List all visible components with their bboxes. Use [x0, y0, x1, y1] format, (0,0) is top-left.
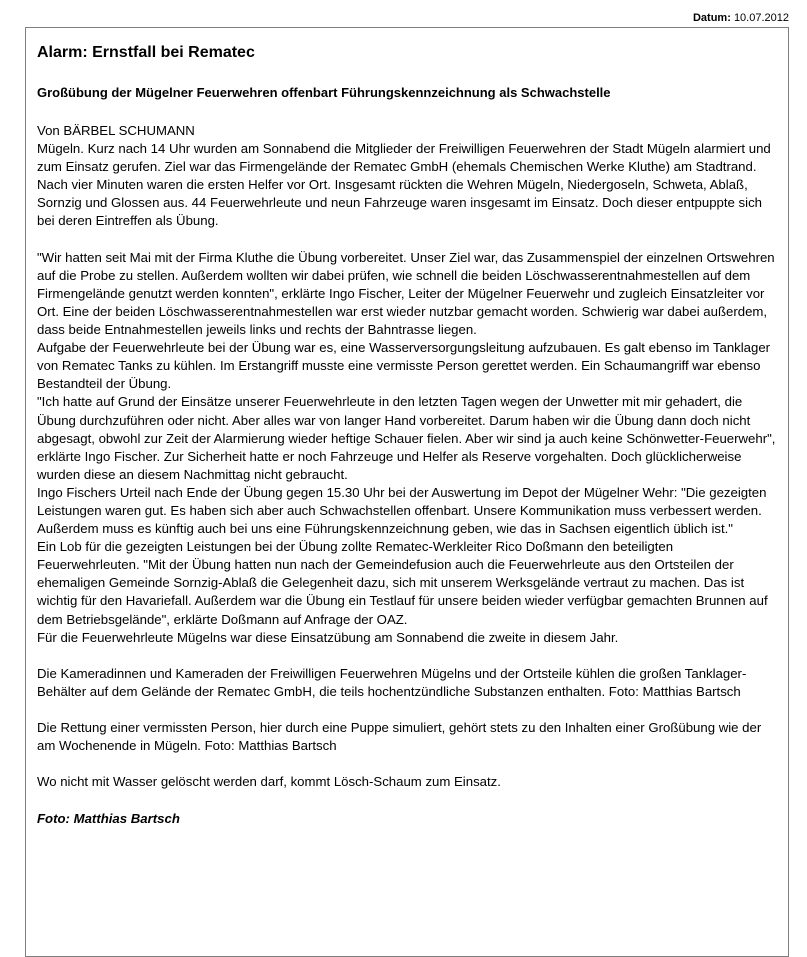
photo-caption-3: Wo nicht mit Wasser gelöscht werden darf, kommt Lösch-Schaum zum Einsatz.: [37, 774, 501, 790]
photo-credit: Foto: Matthias Bartsch: [37, 810, 180, 826]
paragraph-1: Mügeln. Kurz nach 14 Uhr wurden am Sonnabend die Mitglieder der Freiwilligen Feuerwehren der Stadt Mügeln alarmiert und zum Einsatz gerufen. Ziel war das Firmengelände der Rematec GmbH (ehemals Chemischen Werke Kluthe) am Stadtrand. Nach vier Minuten waren die ersten Helfer vor Ort. Insgesamt rückten die Wehren Mügeln, Niedergoseln, Schweta, Ablaß, Sornzig und Glossen aus. 44 Feuerwehrleute und neun Fahrzeuge waren insgesamt im Einsatz. Doch dieser entpuppte sich bei deren Eintreffen als Übung.: [37, 141, 771, 229]
spacer: [37, 231, 777, 249]
spacer: [37, 755, 777, 773]
spacer: [37, 647, 777, 665]
paragraph-6: Ein Lob für die gezeigten Leistungen bei der Übung zollte Rematec-Werkleiter Rico Doßmann den beteiligten Feuerwehrleuten. "Mit der Übung hatten nun nach der Gemeindefusion auch die Feuerwehrleute aus den Ortsteilen der ehemaligen Gemeinde Sornzig-Ablaß die Gelegenheit dazu, sich mit unserem Werksgelände vertraut zu machen. Das ist wichtig für den Havariefall. Außerdem war die Übung ein Testlauf für unsere beiden wieder verfügbar gemachten Brunnen auf dem Betriebsgelände", erklärte Doßmann auf Anfrage der OAZ.: [37, 539, 768, 627]
article-body: [37, 122, 777, 828]
article-content: [37, 43, 777, 828]
spacer: [37, 791, 777, 809]
article-subtitle: Großübung der Mügelner Feuerwehren offenbart Führungskennzeichnung als Schwachstelle: [37, 85, 611, 100]
date-line: [693, 12, 789, 24]
photo-caption-2: Die Rettung einer vermissten Person, hier durch eine Puppe simuliert, gehört stets zu den Inhalten einer Großübung wie der am Wochenende in Mügeln. Foto: Matthias Bartsch: [37, 720, 762, 754]
paragraph-3: Aufgabe der Feuerwehrleute bei der Übung war es, eine Wasserversorgungsleitung aufzubauen. Es galt ebenso im Tanklager von Rematec Tanks zu kühlen. Im Erstangriff musste eine vermisste Person gerettet werden. Ein Schaumangriff war ebenso Bestandteil der Übung.: [37, 340, 771, 392]
spacer: [37, 701, 777, 719]
paragraph-7: Für die Feuerwehrleute Mügelns war diese Einsatzübung am Sonnabend die zweite in diesem Jahr.: [37, 629, 619, 645]
date-label: Datum:: [692, 12, 731, 24]
byline: Von BÄRBEL SCHUMANN: [37, 123, 195, 138]
paragraph-2: "Wir hatten seit Mai mit der Firma Kluthe die Übung vorbereitet. Unser Ziel war, das Zusammenspiel der einzelnen Ortswehren auf die Probe zu stellen. Außerdem wollten wir dabei prüfen, wie schnell die beiden Löschwasserentnahmestellen auf dem Firmengelände genutzt werden konnten", erklärte Ingo Fischer, Leiter der Mügelner Feuerwehr und zugleich Einsatzleiter vor Ort. Eine der beiden Löschwasserentnahmestellen war erst wieder nutzbar gemacht worden. Schwierig war dabei außerdem, dass beide Entnahmestellen jeweils links und rechts der Bahntrasse liegen.: [37, 249, 775, 338]
date-value: 10.07.2012: [733, 12, 789, 24]
paragraph-4: "Ich hatte auf Grund der Einsätze unserer Feuerwehrleute in den letzten Tagen wegen der Unwetter mit mir gehadert, die Übung durchzuführen oder nicht. Aber alles war von langer Hand vorbereitet. Darum haben wir die Übung dann doch nicht abgesagt, obwohl zur Zeit der Alarmierung wieder heftige Schauer fielen. Aber wir sind ja auch keine Schönwetter-Feuerwehr", erklärte Ingo Fischer. Zur Sicherheit hatte er noch Fahrzeuge und Helfer als Reserve vorgehalten. Doch glücklicherweise wurden diese an diesem Nachmittag nicht gebraucht.: [37, 394, 776, 482]
photo-caption-1: Die Kameradinnen und Kameraden der Freiwilligen Feuerwehren Mügelns und der Ortsteile kühlen die großen Tanklager-Behälter auf dem Gelände der Rematec GmbH, die teils hochentzündliche Substanzen enthalten. Foto: Matthias Bartsch: [37, 665, 747, 699]
paragraph-5: Ingo Fischers Urteil nach Ende der Übung gegen 15.30 Uhr bei der Auswertung im Depot der Mügelner Wehr: "Die gezeigten Leistungen waren gut. Es haben sich aber auch Schwachstellen offenbart. Unsere Kommunikation muss verbessert werden. Außerdem muss es künftig auch bei uns eine Führungskennzeichnung geben, wie das in Sachsen eigentlich üblich ist.": [37, 484, 767, 537]
article-title: Alarm: Ernstfall bei Rematec: [37, 44, 255, 61]
